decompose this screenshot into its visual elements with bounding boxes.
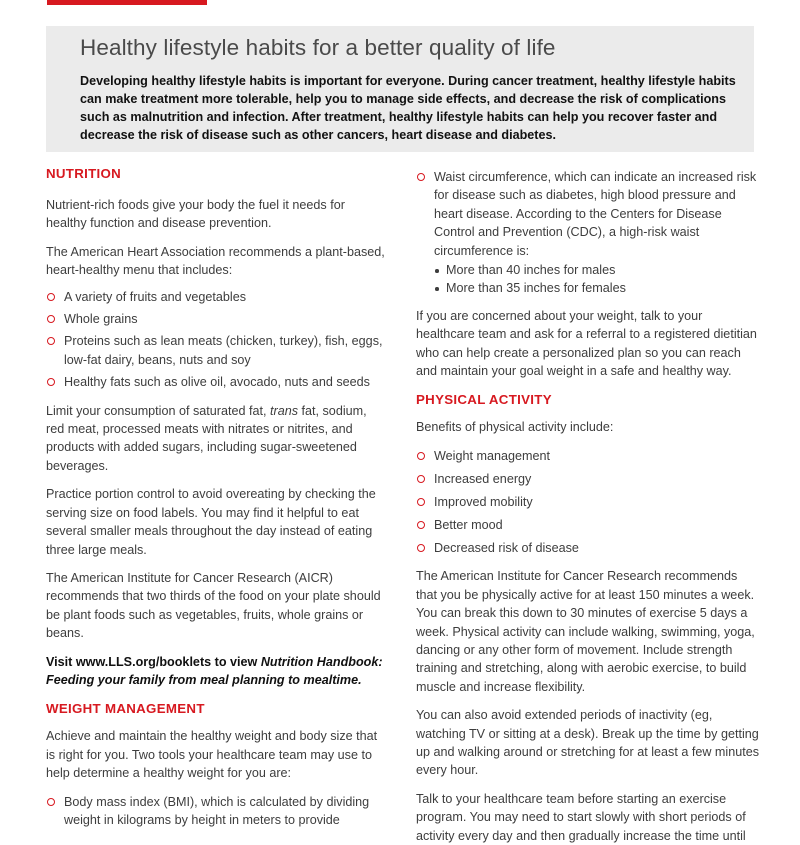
nutrition-paragraph: The American Institute for Cancer Research (AICR) recommends that two thirds of the food on your plate should be plant foods such as vegetables, fruits, whole grains or beans.: [46, 570, 381, 641]
list-item: Better mood: [416, 516, 761, 534]
activity-list: [416, 447, 761, 557]
nutrition-paragraph: Nutrient-rich foods give your body the fuel it needs for healthy function and disease prevention.: [46, 198, 345, 231]
weight-list-continued: [416, 168, 761, 298]
list-item: Weight management: [416, 447, 761, 465]
nutrition-paragraph: Practice portion control to avoid overeating by checking the serving size on food labels. You may find it helpful to eat several smaller meals throughout the day instead of eating three large meals.: [46, 487, 376, 557]
left-column: [46, 166, 386, 829]
list-item: A variety of fruits and vegetables: [46, 288, 386, 306]
list-item: Proteins such as lean meats (chicken, turkey), fish, eggs, low-fat dairy, beans, nuts and soy: [46, 332, 386, 369]
weight-heading: WEIGHT MANAGEMENT: [46, 701, 205, 717]
header-accent-bar: [47, 0, 207, 5]
activity-heading: PHYSICAL ACTIVITY: [416, 392, 552, 408]
sublist-item: More than 35 inches for females: [416, 279, 761, 297]
nutrition-heading: NUTRITION: [46, 166, 122, 181]
nutrition-paragraph: The American Heart Association recommends a plant-based, heart-healthy menu that includes:: [46, 244, 385, 278]
nutrition-list: [46, 288, 386, 392]
weight-list: [46, 793, 386, 830]
right-column: [416, 168, 761, 845]
list-item: Waist circumference, which can indicate an increased risk for disease such as diabetes, high blood pressure and heart disease. According to the Centers for Disease Control and Prevention (CDC), a high-risk waist circumference is: More than 40 inches for males More than 35 inches for females: [416, 168, 761, 298]
nutrition-paragraph: Limit your consumption of saturated fat, trans fat, sodium, red meat, processed meats with nitrates or nitrites, and products with added sugars, including sugar-sweetened beverages.: [46, 403, 367, 473]
weight-paragraph: Achieve and maintain the healthy weight and body size that is right for you. Two tools your healthcare team may use to help determine a healthy weight for you are:: [46, 729, 378, 781]
activity-paragraph: You can also avoid extended periods of inactivity (eg, watching TV or sitting at a desk). Break up the time by getting up and walking around or stretching for at least a few minutes every hour.: [416, 708, 760, 778]
activity-paragraph: The American Institute for Cancer Research recommends that you be physically active for at least 150 minutes a week. You can break this down to 30 minutes of exercise 5 days a week. Physical activity can include walking, swimming, yoga, dancing or any other form of movement. Include strength training and stretching, along with aerobic exercise, to build muscle and increase flexibility.: [416, 569, 755, 694]
list-item: Body mass index (BMI), which is calculated by dividing weight in kilograms by height in meters to provide: [46, 793, 386, 830]
page-title: Healthy lifestyle habits for a better quality of life: [80, 35, 556, 60]
list-item: Healthy fats such as olive oil, avocado, nuts and seeds: [46, 373, 386, 391]
list-item: Decreased risk of disease: [416, 539, 761, 557]
activity-paragraph: Talk to your healthcare team before starting an exercise program. You may need to start slowly with short periods of activity every day and then gradually increase the time until: [416, 791, 746, 843]
waist-sublist: [416, 261, 761, 298]
list-item: Whole grains: [46, 310, 386, 328]
intro-banner: [46, 26, 754, 152]
intro-text: Developing healthy lifestyle habits is important for everyone. During cancer treatment, healthy lifestyle habits can make treatment more tolerable, help you to manage side effects, and decrease the risk of complications such as malnutrition and infection. After treatment, healthy lifestyle habits can help you recover faster and decrease the risk of disease such as other cancers, heart disease and diabetes.: [80, 74, 736, 142]
list-item: Increased energy: [416, 470, 761, 488]
nutrition-handbook-link[interactable]: Visit www.LLS.org/booklets to view Nutrition Handbook: Feeding your family from meal planning to mealtime.: [46, 654, 383, 687]
list-item: Improved mobility: [416, 493, 761, 511]
sublist-item: More than 40 inches for males: [416, 261, 761, 279]
weight-paragraph: If you are concerned about your weight, talk to your healthcare team and ask for a referral to a registered dietitian who can help create a personalized plan so you can reach and maintain your goal weight in a safe and healthy way.: [416, 308, 757, 379]
activity-paragraph: Benefits of physical activity include:: [416, 420, 614, 435]
